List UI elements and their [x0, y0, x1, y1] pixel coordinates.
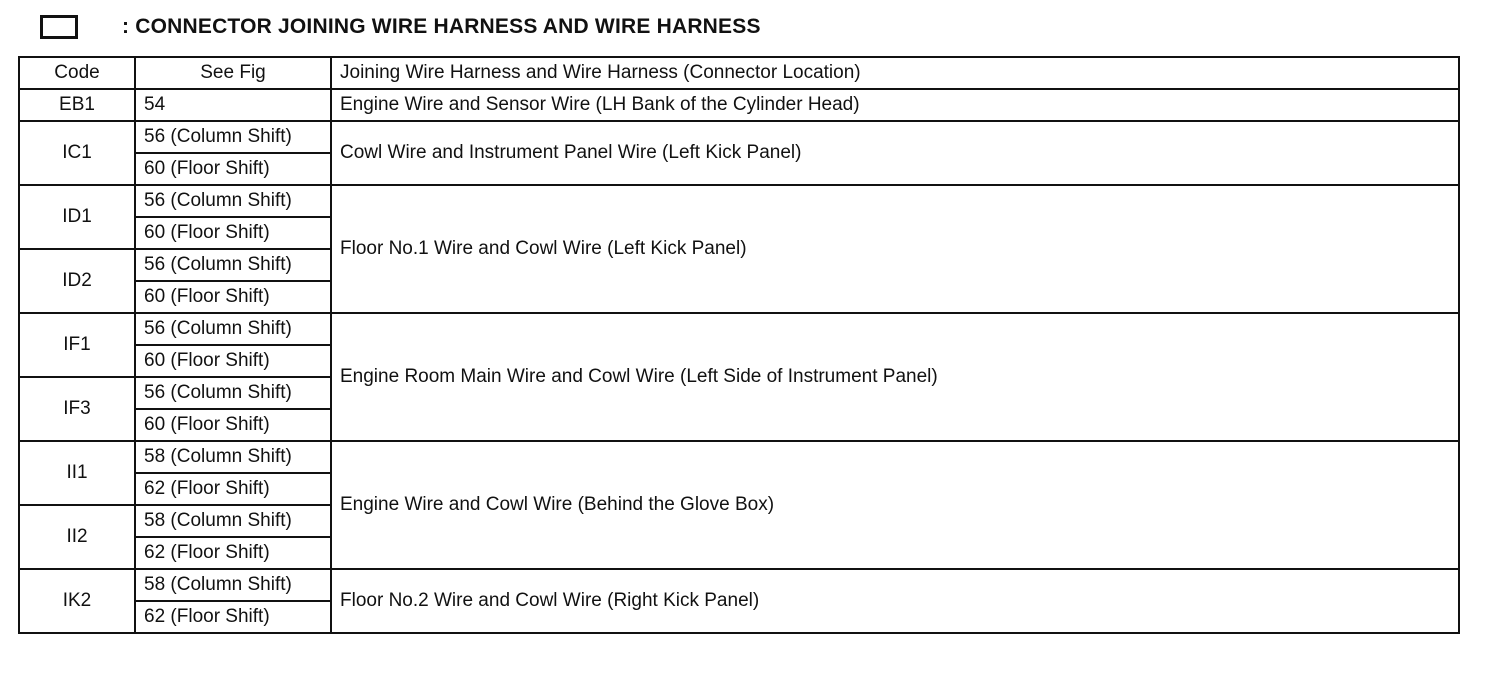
code-cell: IF1: [19, 313, 135, 377]
header-description: Joining Wire Harness and Wire Harness (Connector Location): [331, 57, 1459, 89]
connector-legend-box-icon: [40, 15, 78, 39]
table-header-row: [19, 57, 1459, 89]
fig-cell: 56 (Column Shift): [135, 313, 331, 345]
code-cell: IF3: [19, 377, 135, 441]
header-code: Code: [19, 57, 135, 89]
description-cell: Cowl Wire and Instrument Panel Wire (Left Kick Panel): [331, 121, 1459, 185]
fig-cell: 58 (Column Shift): [135, 441, 331, 473]
fig-cell: 60 (Floor Shift): [135, 409, 331, 441]
fig-cell: 62 (Floor Shift): [135, 601, 331, 633]
description-cell: Engine Wire and Sensor Wire (LH Bank of the Cylinder Head): [331, 89, 1459, 121]
code-cell: EB1: [19, 89, 135, 121]
fig-cell: 60 (Floor Shift): [135, 153, 331, 185]
description-cell: Engine Room Main Wire and Cowl Wire (Left Side of Instrument Panel): [331, 313, 1459, 441]
table-row: [19, 185, 1459, 217]
header-see-fig: See Fig: [135, 57, 331, 89]
fig-cell: 58 (Column Shift): [135, 505, 331, 537]
code-cell: IC1: [19, 121, 135, 185]
description-cell: Floor No.1 Wire and Cowl Wire (Left Kick Panel): [331, 185, 1459, 313]
fig-cell: 60 (Floor Shift): [135, 345, 331, 377]
fig-cell: 62 (Floor Shift): [135, 537, 331, 569]
legend-title: : CONNECTOR JOINING WIRE HARNESS AND WIRE HARNESS: [122, 15, 761, 38]
fig-cell: 56 (Column Shift): [135, 185, 331, 217]
fig-cell: 60 (Floor Shift): [135, 281, 331, 313]
description-cell: Engine Wire and Cowl Wire (Behind the Glove Box): [331, 441, 1459, 569]
fig-cell: 58 (Column Shift): [135, 569, 331, 601]
legend: [40, 10, 761, 44]
code-cell: ID2: [19, 249, 135, 313]
fig-cell: 56 (Column Shift): [135, 249, 331, 281]
table-row: [19, 569, 1459, 601]
fig-cell: 60 (Floor Shift): [135, 217, 331, 249]
table-row: [19, 121, 1459, 153]
code-cell: ID1: [19, 185, 135, 249]
fig-cell: 56 (Column Shift): [135, 121, 331, 153]
fig-cell: 56 (Column Shift): [135, 377, 331, 409]
table-row: [19, 89, 1459, 121]
fig-cell: 54: [135, 89, 331, 121]
connector-table: [18, 56, 1460, 634]
description-cell: Floor No.2 Wire and Cowl Wire (Right Kick Panel): [331, 569, 1459, 633]
code-cell: II2: [19, 505, 135, 569]
table-row: [19, 313, 1459, 345]
code-cell: IK2: [19, 569, 135, 633]
table-row: [19, 441, 1459, 473]
fig-cell: 62 (Floor Shift): [135, 473, 331, 505]
code-cell: II1: [19, 441, 135, 505]
